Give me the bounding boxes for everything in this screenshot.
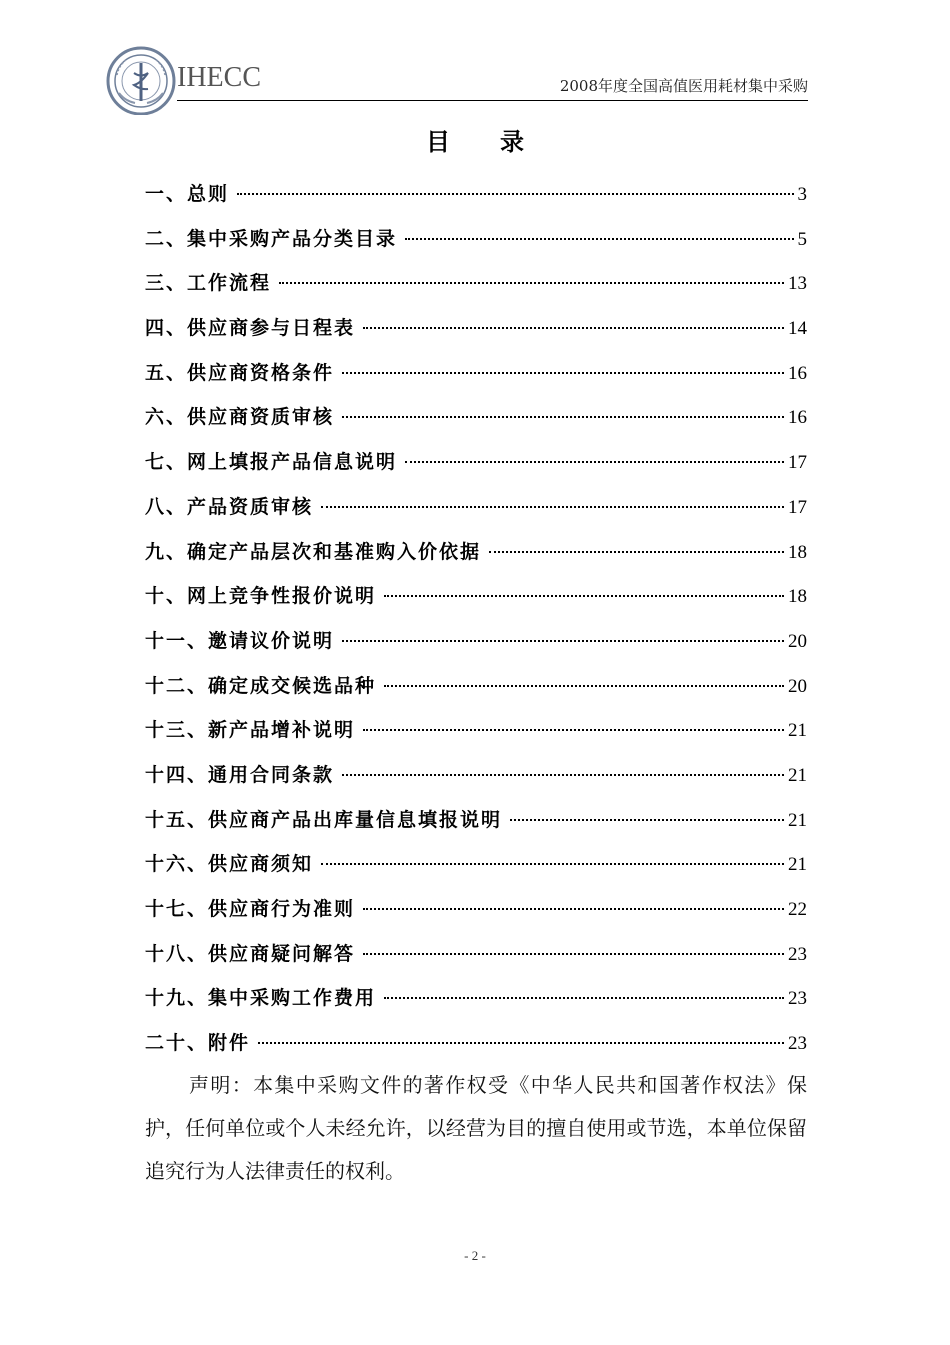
- toc-entry[interactable]: [145, 714, 807, 759]
- toc-entry-page: 21: [788, 809, 807, 831]
- toc-entry[interactable]: [145, 312, 807, 357]
- toc-entry-page: 18: [788, 541, 807, 563]
- toc-entry-label: 六、供应商资质审核: [145, 406, 335, 429]
- page-header: [105, 45, 808, 103]
- toc-entry[interactable]: [145, 223, 807, 268]
- page-title: 目录: [426, 128, 574, 156]
- toc-entry[interactable]: [145, 625, 807, 670]
- toc-entry[interactable]: [145, 267, 807, 312]
- toc-dot-leader: [489, 551, 784, 553]
- toc-entry-label: 五、供应商资格条件: [145, 361, 335, 384]
- toc-dot-leader: [405, 238, 793, 240]
- toc-entry-label: 十三、新产品增补说明: [145, 719, 356, 742]
- toc-entry-label: 二十、附件: [145, 1032, 251, 1055]
- toc-entry-page: 23: [788, 988, 807, 1010]
- toc-entry-page: 14: [788, 318, 807, 340]
- toc-dot-leader: [342, 774, 784, 776]
- toc-entry-page: 21: [788, 720, 807, 742]
- toc-entry-label: 二、集中采购产品分类目录: [145, 227, 398, 250]
- toc-dot-leader: [384, 685, 784, 687]
- toc-dot-leader: [342, 640, 784, 642]
- toc-dot-leader: [405, 461, 784, 463]
- toc-entry[interactable]: [145, 848, 807, 893]
- toc-entry-page: 16: [788, 407, 807, 429]
- toc-entry[interactable]: [145, 893, 807, 938]
- copyright-statement: 声明：本集中采购文件的著作权受《中华人民共和国著作权法》保护，任何单位或个人未经允许，以经营为目的擅自使用或节选，本单位保留追究行为人法律责任的权利。: [145, 1073, 807, 1183]
- toc-entry-label: 九、确定产品层次和基准购入价依据: [145, 540, 482, 563]
- toc-entry-page: 21: [788, 854, 807, 876]
- toc-entry-label: 三、工作流程: [145, 272, 272, 295]
- toc-entry-page: 23: [788, 1033, 807, 1055]
- toc-entry[interactable]: [145, 357, 807, 402]
- toc-dot-leader: [510, 819, 784, 821]
- toc-entry-page: 16: [788, 362, 807, 384]
- toc-entry-label: 八、产品资质审核: [145, 495, 314, 518]
- toc-entry[interactable]: [145, 982, 807, 1027]
- toc-entry-page: 23: [788, 943, 807, 965]
- toc-entry-label: 十二、确定成交候选品种: [145, 674, 377, 697]
- toc-entry[interactable]: [145, 401, 807, 446]
- toc-entry[interactable]: [145, 938, 807, 983]
- toc-entry-label: 十七、供应商行为准则: [145, 898, 356, 920]
- toc-entry[interactable]: [145, 536, 807, 581]
- toc-entry-page: 13: [788, 273, 807, 295]
- toc-entry-page: 22: [788, 899, 807, 920]
- toc-entry-label: 七、网上填报产品信息说明: [145, 451, 398, 474]
- toc-entry-label: 四、供应商参与日程表: [145, 317, 356, 340]
- toc-dot-leader: [321, 863, 784, 865]
- toc-dot-leader: [363, 908, 784, 910]
- toc-entry[interactable]: [145, 491, 807, 536]
- toc-entry-page: 18: [788, 586, 807, 608]
- toc-entry-page: 20: [788, 675, 807, 697]
- toc-dot-leader: [363, 729, 784, 731]
- toc-entry-page: 3: [797, 184, 807, 205]
- logo-wordmark: IHECC: [177, 62, 261, 93]
- header-document-title: 2008年度全国高值医用耗材集中采购: [559, 77, 808, 95]
- table-of-contents: [145, 178, 807, 1072]
- toc-entry-page: 5: [797, 228, 807, 250]
- toc-entry-label: 十四、通用合同条款: [145, 763, 335, 786]
- toc-dot-leader: [342, 372, 784, 374]
- toc-entry[interactable]: [145, 178, 807, 223]
- toc-entry-label: 十九、集中采购工作费用: [145, 987, 377, 1010]
- toc-entry[interactable]: [145, 759, 807, 804]
- toc-dot-leader: [342, 416, 784, 418]
- toc-dot-leader: [237, 193, 793, 195]
- toc-entry-label: 十八、供应商疑问解答: [145, 942, 356, 965]
- toc-entry-page: 20: [788, 630, 807, 652]
- toc-entry[interactable]: [145, 580, 807, 625]
- toc-entry-label: 一、总则: [145, 183, 230, 205]
- page-number: - 2 -: [464, 1248, 486, 1263]
- toc-entry-page: 21: [788, 764, 807, 786]
- toc-dot-leader: [258, 1042, 784, 1044]
- toc-entry-page: 17: [788, 452, 807, 474]
- toc-dot-leader: [384, 595, 784, 597]
- toc-entry[interactable]: [145, 670, 807, 715]
- toc-dot-leader: [279, 282, 784, 284]
- toc-entry-page: 17: [788, 496, 807, 518]
- toc-entry[interactable]: [145, 804, 807, 849]
- header-divider: [177, 100, 808, 101]
- toc-entry-label: 十五、供应商产品出库量信息填报说明: [145, 808, 503, 831]
- toc-entry[interactable]: [145, 446, 807, 491]
- toc-entry-label: 十、网上竞争性报价说明: [145, 585, 377, 608]
- toc-dot-leader: [363, 953, 784, 955]
- toc-dot-leader: [321, 506, 784, 508]
- toc-dot-leader: [363, 327, 784, 329]
- toc-entry-label: 十一、邀请议价说明: [145, 629, 335, 652]
- toc-dot-leader: [384, 997, 784, 999]
- toc-entry-label: 十六、供应商须知: [145, 853, 314, 876]
